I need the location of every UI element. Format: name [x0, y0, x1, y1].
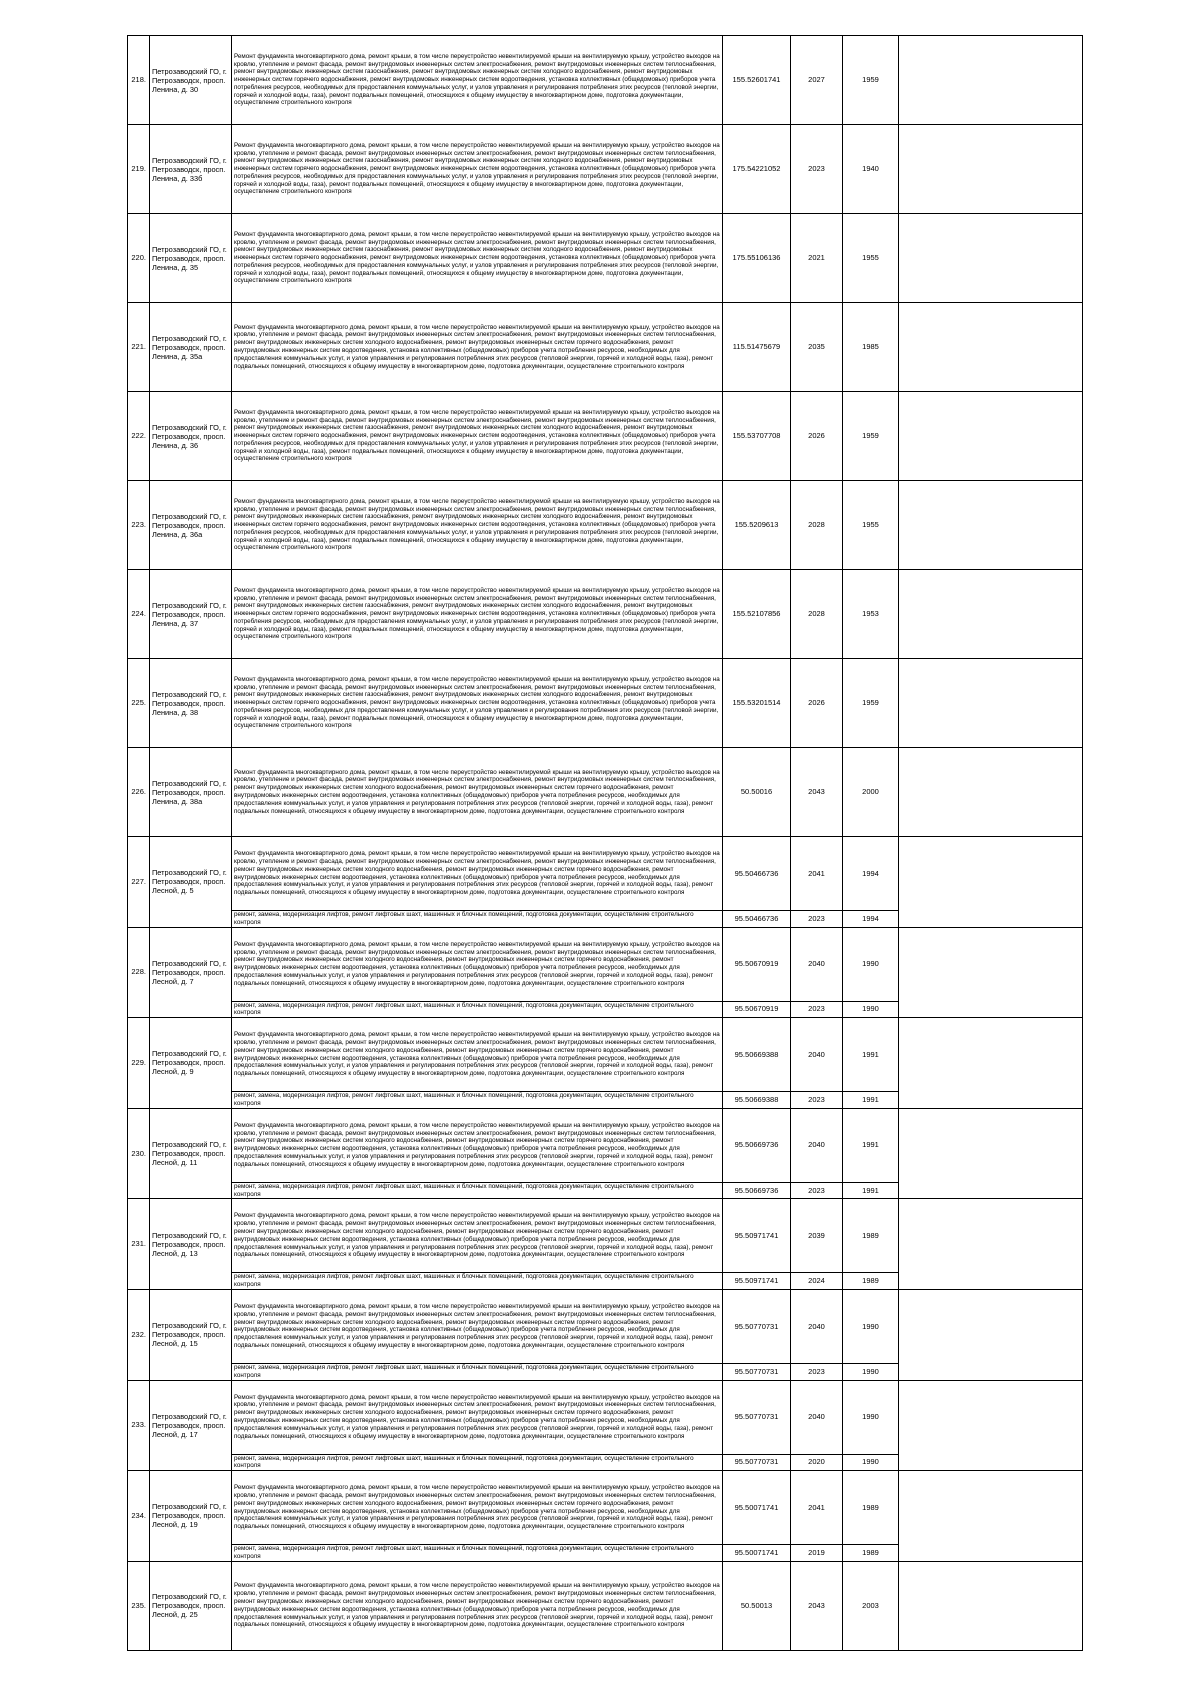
- row-address: Петрозаводский ГО, г. Петрозаводск, просп. Лесной, д. 19: [150, 1471, 232, 1562]
- row-built: 1959: [843, 36, 899, 125]
- row-value: 155.52601741: [723, 36, 791, 125]
- row-year: 2043: [791, 748, 843, 837]
- row-value: 155.5209613: [723, 481, 791, 570]
- row-empty: [899, 125, 1083, 214]
- row-lift-value: 95.50971741: [723, 1273, 791, 1290]
- row-number: 230.: [128, 1108, 150, 1199]
- row-lift-year: 2023: [791, 911, 843, 928]
- row-description: Ремонт фундамента многоквартирного дома, ремонт крыши, в том числе переустройство невентилируемой крыши на вентилируемую крышу, устройство выходов на кровлю, утепление и ремонт фасада, ремонт внутридомовых инженерных систем электроснабжения, ремонт внутридомовых инженерных систем теплоснабжения, ремонт внутридомовых инженерных систем газоснабжения, ремонт внутридомовых инженерных систем холодного водоснабжения, ремонт внутридомовых инженерных систем горячего водоснабжения, ремонт внутридомовых инженерных систем водоотведения, установка коллективных (общедомовых) приборов учета потребления ресурсов, необходимых для предоставления коммунальных услуг, и узлов управления и регулирования потребления этих ресурсов (тепловой энергии, горячей и холодной воды, газа), ремонт подвальных помещений, относящихся к общему имуществу в многоквартирном доме, подготовка документации, осуществление строительного контроля: [232, 36, 723, 125]
- row-lift-description: ремонт, замена, модернизация лифтов, ремонт лифтовых шахт, машинных и блочных помещений, подготовка документации, осуществление строительного контроля: [232, 1001, 723, 1018]
- row-lift-built: 1991: [843, 1182, 899, 1199]
- row-built: 1959: [843, 392, 899, 481]
- row-address: Петрозаводский ГО, г. Петрозаводск, просп. Ленина, д. 33б: [150, 125, 232, 214]
- table-row: [128, 214, 1083, 303]
- row-lift-value: 95.50770731: [723, 1363, 791, 1380]
- row-year: 2035: [791, 303, 843, 392]
- row-lift-description: ремонт, замена, модернизация лифтов, ремонт лифтовых шахт, машинных и блочных помещений, подготовка документации, осуществление строительного контроля: [232, 911, 723, 928]
- row-empty: [899, 1561, 1083, 1650]
- row-address: Петрозаводский ГО, г. Петрозаводск, просп. Лесной, д. 25: [150, 1561, 232, 1650]
- row-empty: [899, 1199, 1083, 1290]
- row-empty: [899, 748, 1083, 837]
- row-lift-year: 2023: [791, 1182, 843, 1199]
- row-value: 50.50016: [723, 748, 791, 837]
- row-value: 155.53707708: [723, 392, 791, 481]
- row-year: 2039: [791, 1199, 843, 1273]
- table-row: [128, 1108, 1083, 1182]
- row-value: 95.50466736: [723, 837, 791, 911]
- row-built: 1953: [843, 570, 899, 659]
- row-built: 2000: [843, 748, 899, 837]
- table-row: [128, 837, 1083, 911]
- row-year: 2028: [791, 481, 843, 570]
- row-empty: [899, 303, 1083, 392]
- table-row: [128, 481, 1083, 570]
- row-number: 220.: [128, 214, 150, 303]
- table-row: [128, 303, 1083, 392]
- row-address: Петрозаводский ГО, г. Петрозаводск, просп. Ленина, д. 37: [150, 570, 232, 659]
- row-description: Ремонт фундамента многоквартирного дома, ремонт крыши, в том числе переустройство невентилируемой крыши на вентилируемую крышу, устройство выходов на кровлю, утепление и ремонт фасада, ремонт внутридомовых инженерных систем электроснабжения, ремонт внутридомовых инженерных систем теплоснабжения, ремонт внутридомовых инженерных систем холодного водоснабжения, ремонт внутридомовых инженерных систем горячего водоснабжения, ремонт внутридомовых инженерных систем водоотведения, установка коллективных (общедомовых) приборов учета потребления ресурсов, необходимых для предоставления коммунальных услуг, и узлов управления и регулирования потребления этих ресурсов (тепловой энергии, горячей и холодной воды, газа), ремонт подвальных помещений, относящихся к общему имуществу в многоквартирном доме, подготовка документации, осуществление строительного контроля: [232, 927, 723, 1001]
- row-year: 2040: [791, 927, 843, 1001]
- row-lift-description: ремонт, замена, модернизация лифтов, ремонт лифтовых шахт, машинных и блочных помещений, подготовка документации, осуществление строительного контроля: [232, 1454, 723, 1471]
- row-description: Ремонт фундамента многоквартирного дома, ремонт крыши, в том числе переустройство невентилируемой крыши на вентилируемую крышу, устройство выходов на кровлю, утепление и ремонт фасада, ремонт внутридомовых инженерных систем электроснабжения, ремонт внутридомовых инженерных систем теплоснабжения, ремонт внутридомовых инженерных систем холодного водоснабжения, ремонт внутридомовых инженерных систем горячего водоснабжения, ремонт внутридомовых инженерных систем водоотведения, установка коллективных (общедомовых) приборов учета потребления ресурсов, необходимых для предоставления коммунальных услуг, и узлов управления и регулирования потребления этих ресурсов (тепловой энергии, горячей и холодной воды, газа), ремонт подвальных помещений, относящихся к общему имуществу в многоквартирном доме, подготовка документации, осуществление строительного контроля: [232, 1199, 723, 1273]
- row-year: 2040: [791, 1289, 843, 1363]
- row-value: 50.50013: [723, 1561, 791, 1650]
- row-number: 224.: [128, 570, 150, 659]
- row-lift-built: 1994: [843, 911, 899, 928]
- table-row: [128, 36, 1083, 125]
- row-lift-built: 1991: [843, 1092, 899, 1109]
- row-empty: [899, 36, 1083, 125]
- row-description: Ремонт фундамента многоквартирного дома, ремонт крыши, в том числе переустройство невентилируемой крыши на вентилируемую крышу, устройство выходов на кровлю, утепление и ремонт фасада, ремонт внутридомовых инженерных систем электроснабжения, ремонт внутридомовых инженерных систем теплоснабжения, ремонт внутридомовых инженерных систем газоснабжения, ремонт внутридомовых инженерных систем холодного водоснабжения, ремонт внутридомовых инженерных систем горячего водоснабжения, ремонт внутридомовых инженерных систем водоотведения, установка коллективных (общедомовых) приборов учета потребления ресурсов, необходимых для предоставления коммунальных услуг, и узлов управления и регулирования потребления этих ресурсов (тепловой энергии, горячей и холодной воды, газа), ремонт подвальных помещений, относящихся к общему имуществу в многоквартирном доме, подготовка документации, осуществление строительного контроля: [232, 125, 723, 214]
- row-address: Петрозаводский ГО, г. Петрозаводск, просп. Ленина, д. 36: [150, 392, 232, 481]
- row-built: 1990: [843, 927, 899, 1001]
- row-address: Петрозаводский ГО, г. Петрозаводск, просп. Лесной, д. 15: [150, 1289, 232, 1380]
- row-number: 235.: [128, 1561, 150, 1650]
- row-built: 1959: [843, 659, 899, 748]
- row-empty: [899, 927, 1083, 1018]
- row-number: 222.: [128, 392, 150, 481]
- row-lift-description: ремонт, замена, модернизация лифтов, ремонт лифтовых шахт, машинных и блочных помещений, подготовка документации, осуществление строительного контроля: [232, 1182, 723, 1199]
- row-number: 226.: [128, 748, 150, 837]
- table-row: [128, 392, 1083, 481]
- row-year: 2040: [791, 1018, 843, 1092]
- row-lift-value: 95.50669736: [723, 1182, 791, 1199]
- row-built: 1989: [843, 1199, 899, 1273]
- row-lift-value: 95.50770731: [723, 1454, 791, 1471]
- row-description: Ремонт фундамента многоквартирного дома, ремонт крыши, в том числе переустройство невентилируемой крыши на вентилируемую крышу, устройство выходов на кровлю, утепление и ремонт фасада, ремонт внутридомовых инженерных систем электроснабжения, ремонт внутридомовых инженерных систем теплоснабжения, ремонт внутридомовых инженерных систем газоснабжения, ремонт внутридомовых инженерных систем холодного водоснабжения, ремонт внутридомовых инженерных систем горячего водоснабжения, ремонт внутридомовых инженерных систем водоотведения, установка коллективных (общедомовых) приборов учета потребления ресурсов, необходимых для предоставления коммунальных услуг, и узлов управления и регулирования потребления этих ресурсов (тепловой энергии, горячей и холодной воды, газа), ремонт подвальных помещений, относящихся к общему имуществу в многоквартирном доме, подготовка документации, осуществление строительного контроля: [232, 214, 723, 303]
- row-lift-built: 1990: [843, 1454, 899, 1471]
- row-description: Ремонт фундамента многоквартирного дома, ремонт крыши, в том числе переустройство невентилируемой крыши на вентилируемую крышу, устройство выходов на кровлю, утепление и ремонт фасада, ремонт внутридомовых инженерных систем электроснабжения, ремонт внутридомовых инженерных систем теплоснабжения, ремонт внутридомовых инженерных систем газоснабжения, ремонт внутридомовых инженерных систем холодного водоснабжения, ремонт внутридомовых инженерных систем горячего водоснабжения, ремонт внутридомовых инженерных систем водоотведения, установка коллективных (общедомовых) приборов учета потребления ресурсов, необходимых для предоставления коммунальных услуг, и узлов управления и регулирования потребления этих ресурсов (тепловой энергии, горячей и холодной воды, газа), ремонт подвальных помещений, относящихся к общему имуществу в многоквартирном доме, подготовка документации, осуществление строительного контроля: [232, 481, 723, 570]
- row-description: Ремонт фундамента многоквартирного дома, ремонт крыши, в том числе переустройство невентилируемой крыши на вентилируемую крышу, устройство выходов на кровлю, утепление и ремонт фасада, ремонт внутридомовых инженерных систем электроснабжения, ремонт внутридомовых инженерных систем теплоснабжения, ремонт внутридомовых инженерных систем холодного водоснабжения, ремонт внутридомовых инженерных систем горячего водоснабжения, ремонт внутридомовых инженерных систем водоотведения, установка коллективных (общедомовых) приборов учета потребления ресурсов, необходимых для предоставления коммунальных услуг, и узлов управления и регулирования потребления этих ресурсов (тепловой энергии, горячей и холодной воды, газа), ремонт подвальных помещений, относящихся к общему имуществу в многоквартирном доме, подготовка документации, осуществление строительного контроля: [232, 748, 723, 837]
- row-value: 115.51475679: [723, 303, 791, 392]
- row-lift-value: 95.50669388: [723, 1092, 791, 1109]
- row-built: 1994: [843, 837, 899, 911]
- row-lift-built: 1989: [843, 1545, 899, 1562]
- table-row: [128, 1471, 1083, 1545]
- row-lift-year: 2020: [791, 1454, 843, 1471]
- capital-repair-table: [127, 35, 1083, 1651]
- row-lift-description: ремонт, замена, модернизация лифтов, ремонт лифтовых шахт, машинных и блочных помещений, подготовка документации, осуществление строительного контроля: [232, 1545, 723, 1562]
- row-empty: [899, 481, 1083, 570]
- row-built: 1985: [843, 303, 899, 392]
- row-year: 2041: [791, 837, 843, 911]
- row-empty: [899, 837, 1083, 928]
- row-number: 233.: [128, 1380, 150, 1471]
- row-year: 2040: [791, 1108, 843, 1182]
- row-built: 1990: [843, 1380, 899, 1454]
- table-row: [128, 927, 1083, 1001]
- row-built: 1989: [843, 1471, 899, 1545]
- row-built: 1990: [843, 1289, 899, 1363]
- row-address: Петрозаводский ГО, г. Петрозаводск, просп. Ленина, д. 30: [150, 36, 232, 125]
- row-description: Ремонт фундамента многоквартирного дома, ремонт крыши, в том числе переустройство невентилируемой крыши на вентилируемую крышу, устройство выходов на кровлю, утепление и ремонт фасада, ремонт внутридомовых инженерных систем электроснабжения, ремонт внутридомовых инженерных систем теплоснабжения, ремонт внутридомовых инженерных систем газоснабжения, ремонт внутридомовых инженерных систем холодного водоснабжения, ремонт внутридомовых инженерных систем горячего водоснабжения, ремонт внутридомовых инженерных систем водоотведения, установка коллективных (общедомовых) приборов учета потребления ресурсов, необходимых для предоставления коммунальных услуг, и узлов управления и регулирования потребления этих ресурсов (тепловой энергии, горячей и холодной воды, газа), ремонт подвальных помещений, относящихся к общему имуществу в многоквартирном доме, подготовка документации, осуществление строительного контроля: [232, 570, 723, 659]
- row-number: 219.: [128, 125, 150, 214]
- row-value: 175.54221052: [723, 125, 791, 214]
- row-lift-year: 2023: [791, 1092, 843, 1109]
- row-number: 234.: [128, 1471, 150, 1562]
- row-number: 227.: [128, 837, 150, 928]
- row-lift-built: 1990: [843, 1001, 899, 1018]
- row-year: 2021: [791, 214, 843, 303]
- row-built: 1940: [843, 125, 899, 214]
- row-empty: [899, 214, 1083, 303]
- row-lift-description: ремонт, замена, модернизация лифтов, ремонт лифтовых шахт, машинных и блочных помещений, подготовка документации, осуществление строительного контроля: [232, 1273, 723, 1290]
- row-description: Ремонт фундамента многоквартирного дома, ремонт крыши, в том числе переустройство невентилируемой крыши на вентилируемую крышу, устройство выходов на кровлю, утепление и ремонт фасада, ремонт внутридомовых инженерных систем электроснабжения, ремонт внутридомовых инженерных систем теплоснабжения, ремонт внутридомовых инженерных систем холодного водоснабжения, ремонт внутридомовых инженерных систем горячего водоснабжения, ремонт внутридомовых инженерных систем водоотведения, установка коллективных (общедомовых) приборов учета потребления ресурсов, необходимых для предоставления коммунальных услуг, и узлов управления и регулирования потребления этих ресурсов (тепловой энергии, горячей и холодной воды, газа), ремонт подвальных помещений, относящихся к общему имуществу в многоквартирном доме, подготовка документации, осуществление строительного контроля: [232, 1561, 723, 1650]
- table-row: [128, 659, 1083, 748]
- row-year: 2043: [791, 1561, 843, 1650]
- row-year: 2041: [791, 1471, 843, 1545]
- row-empty: [899, 570, 1083, 659]
- row-value: 95.50770731: [723, 1380, 791, 1454]
- row-number: 221.: [128, 303, 150, 392]
- row-value: 95.50669736: [723, 1108, 791, 1182]
- row-description: Ремонт фундамента многоквартирного дома, ремонт крыши, в том числе переустройство невентилируемой крыши на вентилируемую крышу, устройство выходов на кровлю, утепление и ремонт фасада, ремонт внутридомовых инженерных систем электроснабжения, ремонт внутридомовых инженерных систем теплоснабжения, ремонт внутридомовых инженерных систем холодного водоснабжения, ремонт внутридомовых инженерных систем горячего водоснабжения, ремонт внутридомовых инженерных систем водоотведения, установка коллективных (общедомовых) приборов учета потребления ресурсов, необходимых для предоставления коммунальных услуг, и узлов управления и регулирования потребления этих ресурсов (тепловой энергии, горячей и холодной воды, газа), ремонт подвальных помещений, относящихся к общему имуществу в многоквартирном доме, подготовка документации, осуществление строительного контроля: [232, 1108, 723, 1182]
- table-row: [128, 748, 1083, 837]
- row-lift-value: 95.50670919: [723, 1001, 791, 1018]
- row-value: 95.50071741: [723, 1471, 791, 1545]
- row-number: 223.: [128, 481, 150, 570]
- row-description: Ремонт фундамента многоквартирного дома, ремонт крыши, в том числе переустройство невентилируемой крыши на вентилируемую крышу, устройство выходов на кровлю, утепление и ремонт фасада, ремонт внутридомовых инженерных систем электроснабжения, ремонт внутридомовых инженерных систем теплоснабжения, ремонт внутридомовых инженерных систем холодного водоснабжения, ремонт внутридомовых инженерных систем горячего водоснабжения, ремонт внутридомовых инженерных систем водоотведения, установка коллективных (общедомовых) приборов учета потребления ресурсов, необходимых для предоставления коммунальных услуг, и узлов управления и регулирования потребления этих ресурсов (тепловой энергии, горячей и холодной воды, газа), ремонт подвальных помещений, относящихся к общему имуществу в многоквартирном доме, подготовка документации, осуществление строительного контроля: [232, 1471, 723, 1545]
- table-body: [128, 36, 1083, 1651]
- row-number: 231.: [128, 1199, 150, 1290]
- row-address: Петрозаводский ГО, г. Петрозаводск, просп. Лесной, д. 9: [150, 1018, 232, 1109]
- row-value: 155.52107856: [723, 570, 791, 659]
- row-number: 232.: [128, 1289, 150, 1380]
- row-value: 95.50770731: [723, 1289, 791, 1363]
- row-built: 1955: [843, 481, 899, 570]
- row-lift-description: ремонт, замена, модернизация лифтов, ремонт лифтовых шахт, машинных и блочных помещений, подготовка документации, осуществление строительного контроля: [232, 1092, 723, 1109]
- row-empty: [899, 1289, 1083, 1380]
- row-value: 175.55106136: [723, 214, 791, 303]
- row-built: 2003: [843, 1561, 899, 1650]
- row-lift-built: 1989: [843, 1273, 899, 1290]
- table-row: [128, 125, 1083, 214]
- row-lift-year: 2024: [791, 1273, 843, 1290]
- row-value: 95.50670919: [723, 927, 791, 1001]
- row-lift-description: ремонт, замена, модернизация лифтов, ремонт лифтовых шахт, машинных и блочных помещений, подготовка документации, осуществление строительного контроля: [232, 1363, 723, 1380]
- row-address: Петрозаводский ГО, г. Петрозаводск, просп. Лесной, д. 7: [150, 927, 232, 1018]
- row-built: 1955: [843, 214, 899, 303]
- row-empty: [899, 392, 1083, 481]
- table-row: [128, 570, 1083, 659]
- row-year: 2026: [791, 659, 843, 748]
- row-year: 2028: [791, 570, 843, 659]
- table-row: [128, 1018, 1083, 1092]
- row-address: Петрозаводский ГО, г. Петрозаводск, просп. Лесной, д. 17: [150, 1380, 232, 1471]
- row-description: Ремонт фундамента многоквартирного дома, ремонт крыши, в том числе переустройство невентилируемой крыши на вентилируемую крышу, устройство выходов на кровлю, утепление и ремонт фасада, ремонт внутридомовых инженерных систем электроснабжения, ремонт внутридомовых инженерных систем теплоснабжения, ремонт внутридомовых инженерных систем газоснабжения, ремонт внутридомовых инженерных систем холодного водоснабжения, ремонт внутридомовых инженерных систем горячего водоснабжения, ремонт внутридомовых инженерных систем водоотведения, установка коллективных (общедомовых) приборов учета потребления ресурсов, необходимых для предоставления коммунальных услуг, и узлов управления и регулирования потребления этих ресурсов (тепловой энергии, горячей и холодной воды, газа), ремонт подвальных помещений, относящихся к общему имуществу в многоквартирном доме, подготовка документации, осуществление строительного контроля: [232, 659, 723, 748]
- row-number: 229.: [128, 1018, 150, 1109]
- row-empty: [899, 1108, 1083, 1199]
- row-address: Петрозаводский ГО, г. Петрозаводск, просп. Лесной, д. 11: [150, 1108, 232, 1199]
- row-address: Петрозаводский ГО, г. Петрозаводск, просп. Ленина, д. 36а: [150, 481, 232, 570]
- row-description: Ремонт фундамента многоквартирного дома, ремонт крыши, в том числе переустройство невентилируемой крыши на вентилируемую крышу, устройство выходов на кровлю, утепление и ремонт фасада, ремонт внутридомовых инженерных систем электроснабжения, ремонт внутридомовых инженерных систем теплоснабжения, ремонт внутридомовых инженерных систем газоснабжения, ремонт внутридомовых инженерных систем холодного водоснабжения, ремонт внутридомовых инженерных систем горячего водоснабжения, ремонт внутридомовых инженерных систем водоотведения, установка коллективных (общедомовых) приборов учета потребления ресурсов, необходимых для предоставления коммунальных услуг, и узлов управления и регулирования потребления этих ресурсов (тепловой энергии, горячей и холодной воды, газа), ремонт подвальных помещений, относящихся к общему имуществу в многоквартирном доме, подготовка документации, осуществление строительного контроля: [232, 392, 723, 481]
- row-year: 2026: [791, 392, 843, 481]
- row-lift-value: 95.50466736: [723, 911, 791, 928]
- row-value: 95.50669388: [723, 1018, 791, 1092]
- row-description: Ремонт фундамента многоквартирного дома, ремонт крыши, в том числе переустройство невентилируемой крыши на вентилируемую крышу, устройство выходов на кровлю, утепление и ремонт фасада, ремонт внутридомовых инженерных систем электроснабжения, ремонт внутридомовых инженерных систем теплоснабжения, ремонт внутридомовых инженерных систем холодного водоснабжения, ремонт внутридомовых инженерных систем горячего водоснабжения, ремонт внутридомовых инженерных систем водоотведения, установка коллективных (общедомовых) приборов учета потребления ресурсов, необходимых для предоставления коммунальных услуг, и узлов управления и регулирования потребления этих ресурсов (тепловой энергии, горячей и холодной воды, газа), ремонт подвальных помещений, относящихся к общему имуществу в многоквартирном доме, подготовка документации, осуществление строительного контроля: [232, 837, 723, 911]
- row-address: Петрозаводский ГО, г. Петрозаводск, просп. Ленина, д. 35а: [150, 303, 232, 392]
- row-address: Петрозаводский ГО, г. Петрозаводск, просп. Лесной, д. 5: [150, 837, 232, 928]
- table-row: [128, 1561, 1083, 1650]
- row-empty: [899, 1471, 1083, 1562]
- row-lift-year: 2023: [791, 1001, 843, 1018]
- row-lift-value: 95.50071741: [723, 1545, 791, 1562]
- row-number: 218.: [128, 36, 150, 125]
- row-year: 2040: [791, 1380, 843, 1454]
- row-address: Петрозаводский ГО, г. Петрозаводск, просп. Ленина, д. 35: [150, 214, 232, 303]
- row-built: 1991: [843, 1108, 899, 1182]
- table-row: [128, 1289, 1083, 1363]
- table-row: [128, 1380, 1083, 1454]
- row-number: 228.: [128, 927, 150, 1018]
- row-year: 2023: [791, 125, 843, 214]
- row-number: 225.: [128, 659, 150, 748]
- table-row: [128, 1199, 1083, 1273]
- row-address: Петрозаводский ГО, г. Петрозаводск, просп. Ленина, д. 38: [150, 659, 232, 748]
- row-value: 155.53201514: [723, 659, 791, 748]
- row-description: Ремонт фундамента многоквартирного дома, ремонт крыши, в том числе переустройство невентилируемой крыши на вентилируемую крышу, устройство выходов на кровлю, утепление и ремонт фасада, ремонт внутридомовых инженерных систем электроснабжения, ремонт внутридомовых инженерных систем теплоснабжения, ремонт внутридомовых инженерных систем холодного водоснабжения, ремонт внутридомовых инженерных систем горячего водоснабжения, ремонт внутридомовых инженерных систем водоотведения, установка коллективных (общедомовых) приборов учета потребления ресурсов, необходимых для предоставления коммунальных услуг, и узлов управления и регулирования потребления этих ресурсов (тепловой энергии, горячей и холодной воды, газа), ремонт подвальных помещений, относящихся к общему имуществу в многоквартирном доме, подготовка документации, осуществление строительного контроля: [232, 303, 723, 392]
- row-description: Ремонт фундамента многоквартирного дома, ремонт крыши, в том числе переустройство невентилируемой крыши на вентилируемую крышу, устройство выходов на кровлю, утепление и ремонт фасада, ремонт внутридомовых инженерных систем электроснабжения, ремонт внутридомовых инженерных систем теплоснабжения, ремонт внутридомовых инженерных систем холодного водоснабжения, ремонт внутридомовых инженерных систем горячего водоснабжения, ремонт внутридомовых инженерных систем водоотведения, установка коллективных (общедомовых) приборов учета потребления ресурсов, необходимых для предоставления коммунальных услуг, и узлов управления и регулирования потребления этих ресурсов (тепловой энергии, горячей и холодной воды, газа), ремонт подвальных помещений, относящихся к общему имуществу в многоквартирном доме, подготовка документации, осуществление строительного контроля: [232, 1380, 723, 1454]
- row-empty: [899, 1380, 1083, 1471]
- row-description: Ремонт фундамента многоквартирного дома, ремонт крыши, в том числе переустройство невентилируемой крыши на вентилируемую крышу, устройство выходов на кровлю, утепление и ремонт фасада, ремонт внутридомовых инженерных систем электроснабжения, ремонт внутридомовых инженерных систем теплоснабжения, ремонт внутридомовых инженерных систем холодного водоснабжения, ремонт внутридомовых инженерных систем горячего водоснабжения, ремонт внутридомовых инженерных систем водоотведения, установка коллективных (общедомовых) приборов учета потребления ресурсов, необходимых для предоставления коммунальных услуг, и узлов управления и регулирования потребления этих ресурсов (тепловой энергии, горячей и холодной воды, газа), ремонт подвальных помещений, относящихся к общему имуществу в многоквартирном доме, подготовка документации, осуществление строительного контроля: [232, 1018, 723, 1092]
- row-built: 1991: [843, 1018, 899, 1092]
- row-address: Петрозаводский ГО, г. Петрозаводск, просп. Лесной, д. 13: [150, 1199, 232, 1290]
- row-value: 95.50971741: [723, 1199, 791, 1273]
- row-address: Петрозаводский ГО, г. Петрозаводск, просп. Ленина, д. 38а: [150, 748, 232, 837]
- row-empty: [899, 659, 1083, 748]
- row-lift-built: 1990: [843, 1363, 899, 1380]
- row-year: 2027: [791, 36, 843, 125]
- row-empty: [899, 1018, 1083, 1109]
- row-lift-year: 2019: [791, 1545, 843, 1562]
- row-lift-year: 2023: [791, 1363, 843, 1380]
- document-page: [127, 35, 1082, 1651]
- row-description: Ремонт фундамента многоквартирного дома, ремонт крыши, в том числе переустройство невентилируемой крыши на вентилируемую крышу, устройство выходов на кровлю, утепление и ремонт фасада, ремонт внутридомовых инженерных систем электроснабжения, ремонт внутридомовых инженерных систем теплоснабжения, ремонт внутридомовых инженерных систем холодного водоснабжения, ремонт внутридомовых инженерных систем горячего водоснабжения, ремонт внутридомовых инженерных систем водоотведения, установка коллективных (общедомовых) приборов учета потребления ресурсов, необходимых для предоставления коммунальных услуг, и узлов управления и регулирования потребления этих ресурсов (тепловой энергии, горячей и холодной воды, газа), ремонт подвальных помещений, относящихся к общему имуществу в многоквартирном доме, подготовка документации, осуществление строительного контроля: [232, 1289, 723, 1363]
